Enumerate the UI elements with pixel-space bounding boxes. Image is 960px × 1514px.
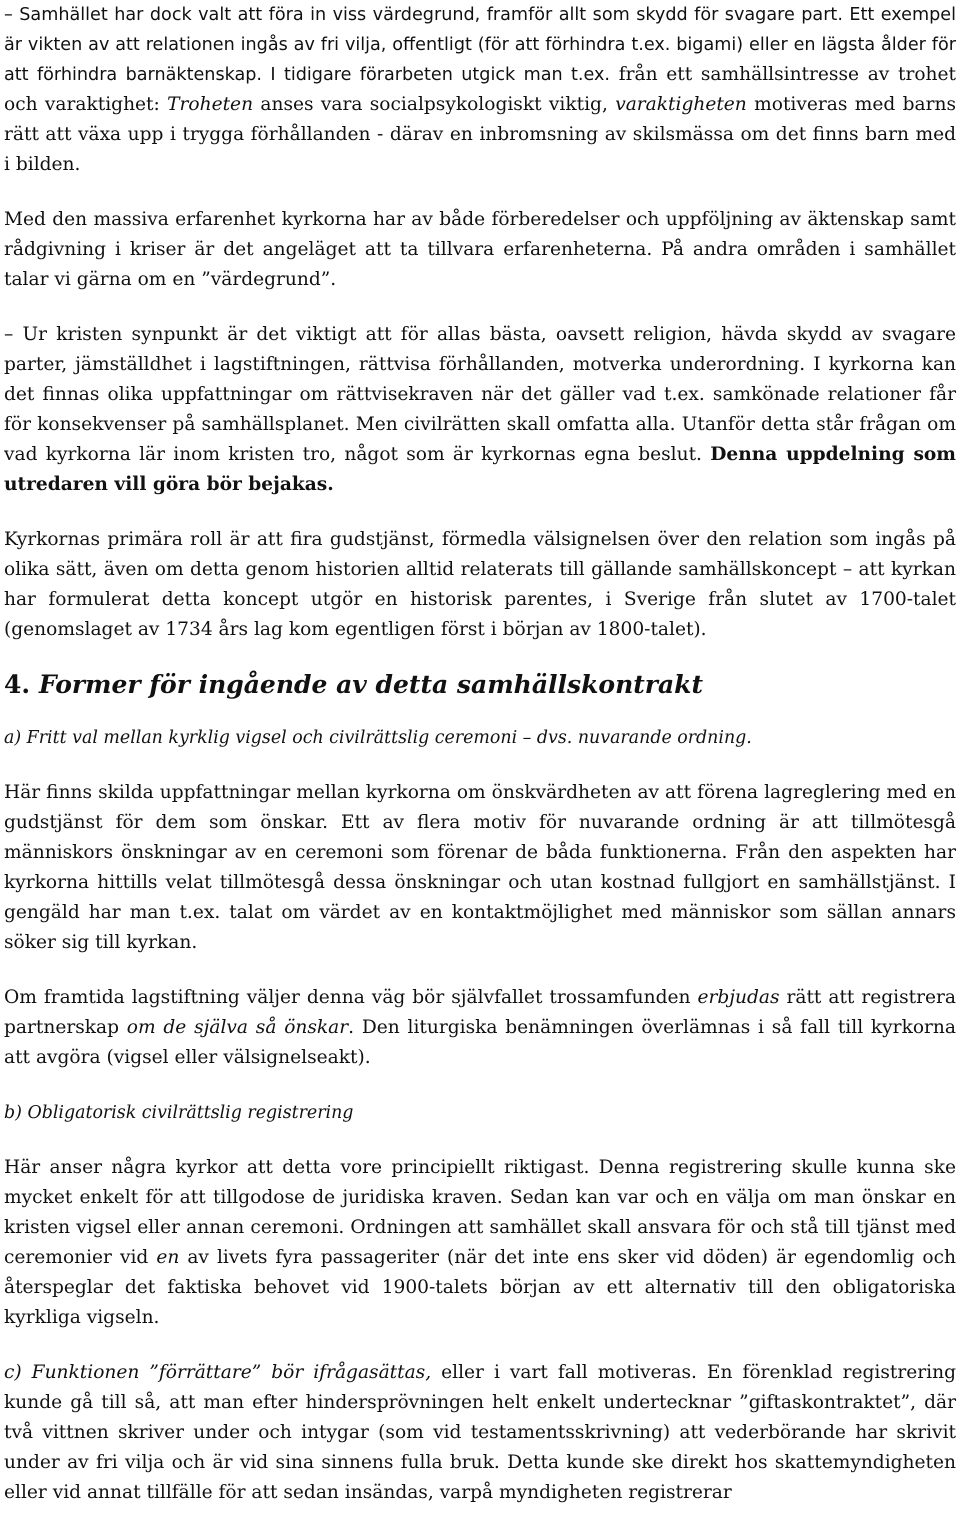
paragraph-option-a: Här finns skilda uppfattningar mellan kyrkorna om önskvärdheten av att förena lagreglering med en gudstjänst för dem som önskar. Ett av flera motiv för nuvarande ordning är att tillmötesgå människors önskningar av en ceremoni som förenar de båda funktionerna. Från den aspekten har kyrkorna hittills velat tillmötesgå dessa önskningar och utan kostnad fullgjort en samhällstjänst. I gengäld har man t.ex. talat om värdet av en kontaktmöjlighet med människor som sällan annars söker sig till kyrkan. — [4, 782, 956, 953]
subheading-c: c) Funktionen ”förrättare” bör ifrågasättas, — [4, 1362, 432, 1383]
paragraph-christian-view: – Ur kristen synpunkt är det viktigt att för allas bästa, oavsett religion, hävda skydd av svagare parter, jämställdhet i lagstiftningen, rättvisa förhållanden, motverka underordning. I kyrkorna kan det finnas olika uppfattningar om rättvisekraven när det gäller vad t.ex. samkönade relationer får för konsekvenser på samhällsplanet. Men civilrätten skall omfatta alla. Utanför detta står frågan om vad kyrkorna lär inom kristen tro, något som är kyrkornas egna beslut. Denna uppdelning som utredaren vill göra bör bejakas. — [4, 324, 956, 495]
paragraph-option-c: c) Funktionen ”förrättare” bör ifrågasättas, eller i vart fall motiveras. En förenklad registrering kunde gå till så, att man efter hindersprövningen helt enkelt undertecknar ”giftaskontraktet”, där två vittnen skriver under och intygar (som vid testamentsskrivning) att vederbörande har skrivit under av fri vilja och är vid sina sinnens fulla bruk. Detta kunde ske direkt hos skattemyndigheten eller vid annat tillfälle för att sedan insändas, varpå myndigheten registrerar — [4, 1362, 956, 1503]
paragraph-church-role: Kyrkornas primära roll är att fira gudstjänst, förmedla välsignelsen över den relation som ingås på olika sätt, även om detta genom historien alltid relaterats till gällande samhällskoncept – att kyrkan har formulerat detta koncept utgör en historisk parentes, i Sverige från slutet av 1700-talet (genomslaget av 1734 års lag kom egentligen först i början av 1800-talet). — [4, 529, 956, 640]
subheading-b: b) Obligatorisk civilrättslig registrering — [4, 1103, 354, 1123]
paragraph-future-legislation: Om framtida lagstiftning väljer denna väg bör självfallet trossamfunden erbjudas rätt att registrera partnerskap om de själva så önskar. Den liturgiska benämningen överlämnas i så fall till kyrkorna att avgöra (vigsel eller välsignelseakt). — [4, 987, 956, 1068]
paragraph-societal-values: – Samhället har dock valt att föra in viss värdegrund, framför allt som skydd för svagare part. Ett exempel är vikten av att relationen ingås av fri vilja, offentligt (för att förhindra t.ex. bigami) eller en lägsta ålder för att förhindra barnäktenskap. I tidigare förarbeten utgick man t.ex. från ett samhällsintresse av trohet och varaktighet: Troheten anses vara socialpsykologiskt viktig, varaktigheten motiveras med barns rätt att växa upp i trygga förhållanden - därav en inbromsning av skilsmässa om det finns barn med i bilden. — [4, 5, 956, 175]
section-heading: 4. Former för ingående av detta samhällskontrakt — [4, 670, 704, 699]
paragraph-option-b: Här anser några kyrkor att detta vore principiellt riktigast. Denna registrering skulle kunna ske mycket enkelt för att tillgodose de juridiska kraven. Sedan kan var och en välja om man önskar en kristen vigsel eller annan ceremoni. Ordningen att samhället skall ansvara för och stå till tjänst med ceremonier vid en av livets fyra passageriter (när det inte ens sker vid döden) är egendomlig och återspeglar det faktiska behovet vid 1900-talets början av ett alternativ till den obligatoriska kyrkliga vigseln. — [4, 1157, 956, 1328]
subheading-a: a) Fritt val mellan kyrklig vigsel och civilrättslig ceremoni – dvs. nuvarande ordning. — [4, 728, 752, 748]
paragraph-church-experience: Med den massiva erfarenhet kyrkorna har av både förberedelser och uppföljning av äktenskap samt rådgivning i kriser är det angeläget att ta tillvara erfarenheterna. På andra områden i samhället talar vi gärna om en ”värdegrund”. — [4, 209, 956, 290]
document-page — [4, 0, 956, 1508]
bold-conclusion: Denna uppdelning som utredaren vill göra bör bejakas. — [4, 444, 956, 495]
paragraph-societal-values-sans: – Samhället har dock valt att föra in viss värdegrund, framför allt som skydd för svagare part. Ett exempel är vikten av att relationen ingås av fri vilja, offentligt (för att förhindra t.ex. bigami) eller en lägsta ålder för att förhindra barnäktenskap. I tidigare förarbeten utgick man t.ex. — [4, 5, 956, 85]
